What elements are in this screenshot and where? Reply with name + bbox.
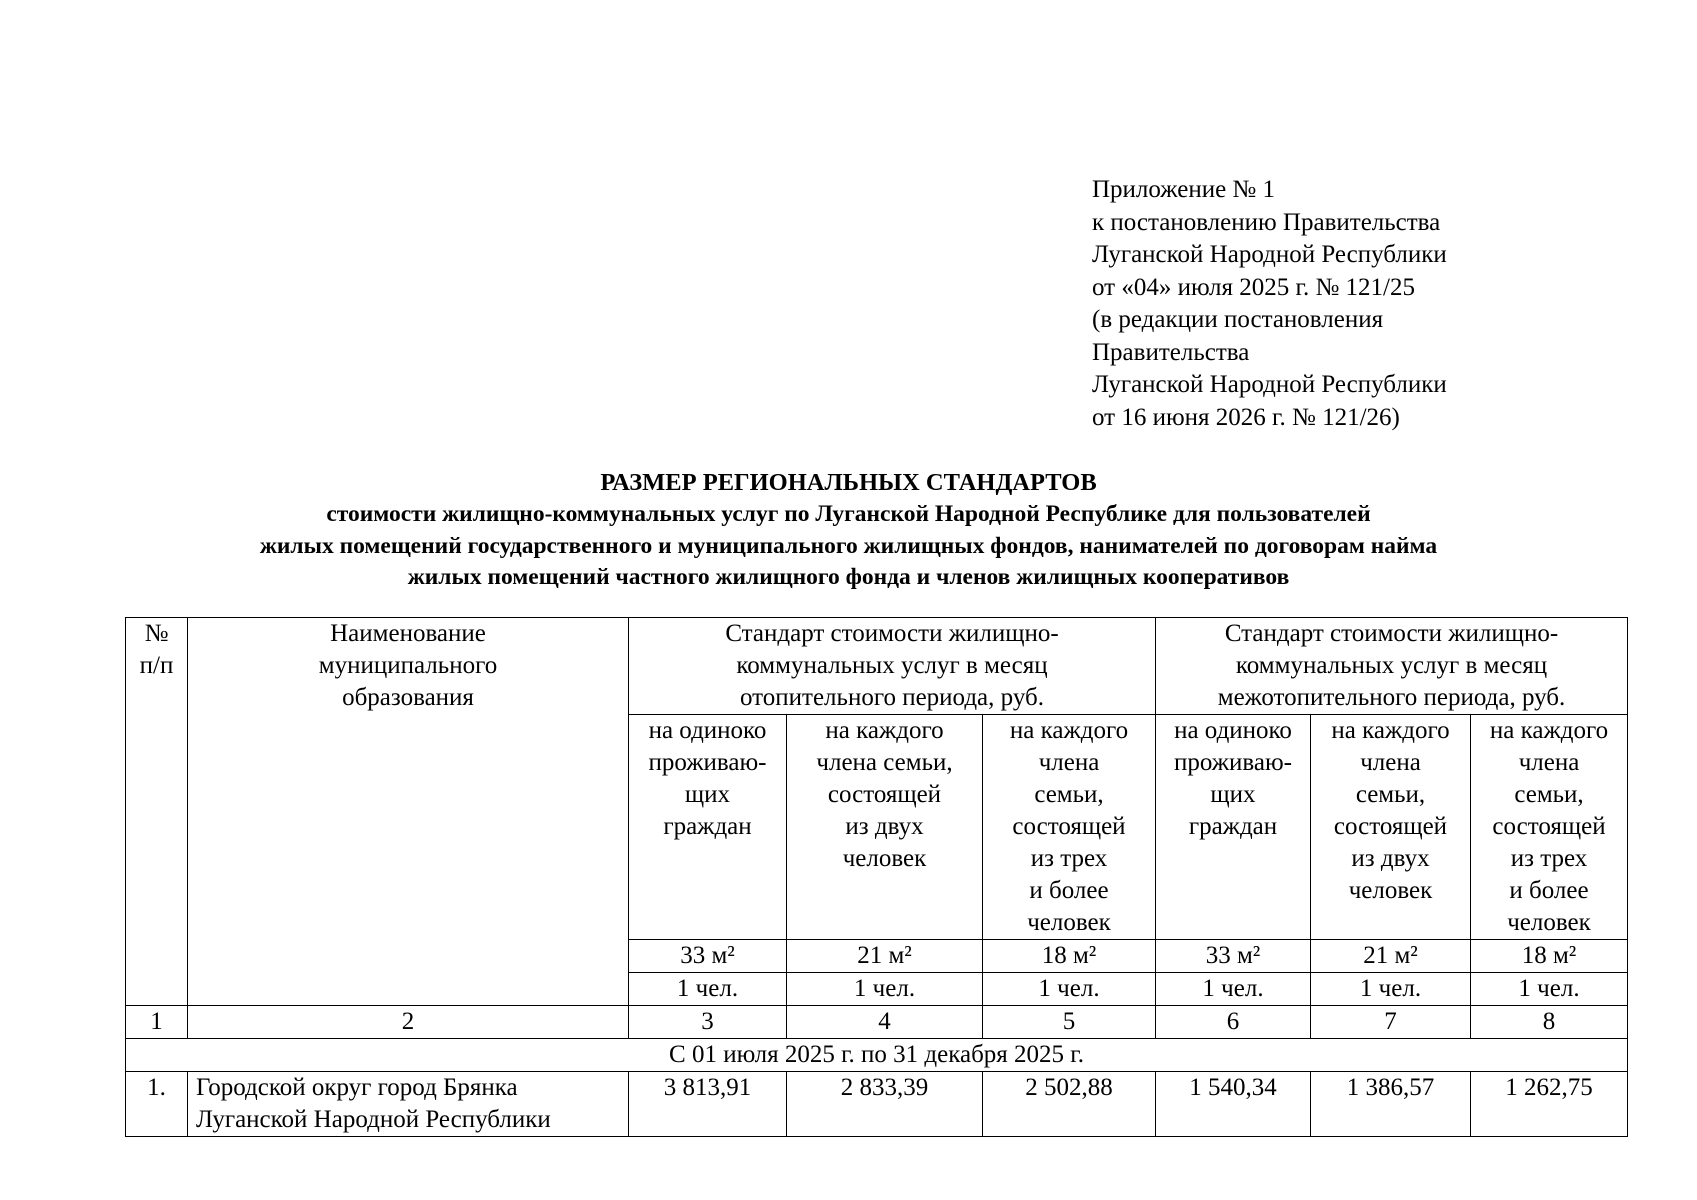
document-title (0, 466, 1697, 594)
area-cell: 21 м² (1311, 940, 1471, 973)
subheader-cell: на каждого члена семьи, состоящей из двух человек (787, 715, 983, 940)
subheader-cell: на одиноко проживаю- щих граждан (629, 715, 787, 940)
header-name: Наименование муниципального образования (188, 618, 629, 1006)
persons-cell: 1 чел. (1156, 973, 1311, 1006)
header-nonheating-period: Стандарт стоимости жилищно- коммунальных услуг в месяц межотопительного периода, руб. (1156, 618, 1628, 715)
subheader-cell: на каждого члена семьи, состоящей из трех и более человек (1471, 715, 1628, 940)
persons-cell: 1 чел. (1471, 973, 1628, 1006)
column-number: 8 (1471, 1006, 1628, 1039)
annex-line: к постановлению Правительства (1092, 208, 1441, 236)
column-number-row (126, 1006, 1628, 1039)
header-row-1 (126, 618, 1628, 715)
annex-line: (в редакции постановления (1092, 306, 1384, 333)
row-value: 1 386,57 (1311, 1072, 1471, 1137)
annex-line: от 16 июня 2026 г. № 121/26) (1092, 403, 1400, 431)
period-row (126, 1039, 1628, 1072)
area-cell: 21 м² (787, 940, 983, 973)
column-number: 4 (787, 1006, 983, 1039)
title-sub-line: жилых помещений государственного и муниципального жилищных фондов, нанимателей по договорам найма (259, 532, 1438, 559)
row-value: 2 833,39 (787, 1072, 983, 1137)
row-value: 3 813,91 (629, 1072, 787, 1137)
header-num: № п/п (126, 618, 188, 1006)
annex-line: Луганской Народной Республики (1092, 241, 1447, 268)
subheader-cell: на каждого члена семьи, состоящей из трех и более человек (983, 715, 1156, 940)
title-main: РАЗМЕР РЕГИОНАЛЬНЫХ СТАНДАРТОВ (600, 469, 1097, 496)
subheader-cell: на каждого члена семьи, состоящей из двух человек (1311, 715, 1471, 940)
table-row (126, 1072, 1628, 1137)
persons-cell: 1 чел. (983, 973, 1156, 1006)
column-number: 7 (1311, 1006, 1471, 1039)
area-cell: 33 м² (629, 940, 787, 973)
annex-reference (1092, 174, 1447, 434)
standards-table (125, 617, 1628, 1137)
header-heating-period: Стандарт стоимости жилищно- коммунальных услуг в месяц отопительного периода, руб. (629, 618, 1156, 715)
row-num: 1. (126, 1072, 188, 1137)
area-cell: 33 м² (1156, 940, 1311, 973)
column-number: 5 (983, 1006, 1156, 1039)
persons-cell: 1 чел. (787, 973, 983, 1006)
persons-cell: 1 чел. (629, 973, 787, 1006)
column-number: 2 (188, 1006, 629, 1039)
column-number: 1 (126, 1006, 188, 1039)
row-value: 1 262,75 (1471, 1072, 1628, 1137)
period-label: С 01 июля 2025 г. по 31 декабря 2025 г. (126, 1039, 1628, 1072)
row-value: 1 540,34 (1156, 1072, 1311, 1137)
subheader-cell: на одиноко проживаю- щих граждан (1156, 715, 1311, 940)
annex-line: Правительства (1092, 338, 1250, 366)
area-cell: 18 м² (983, 940, 1156, 973)
annex-line: от «04» июля 2025 г. № 121/25 (1092, 273, 1415, 301)
title-sub-line: жилых помещений частного жилищного фонда и членов жилищных кооперативов (407, 564, 1290, 590)
area-cell: 18 м² (1471, 940, 1628, 973)
persons-cell: 1 чел. (1311, 973, 1471, 1006)
column-number: 6 (1156, 1006, 1311, 1039)
annex-line: Приложение № 1 (1092, 176, 1276, 203)
title-sub-line: стоимости жилищно-коммунальных услуг по Луганской Народной Республике для пользователей (326, 501, 1371, 527)
column-number: 3 (629, 1006, 787, 1039)
annex-line: Луганской Народной Республики (1092, 371, 1447, 398)
row-municipality: Городской округ город Брянка Луганской Народной Республики (188, 1072, 629, 1137)
row-value: 2 502,88 (983, 1072, 1156, 1137)
